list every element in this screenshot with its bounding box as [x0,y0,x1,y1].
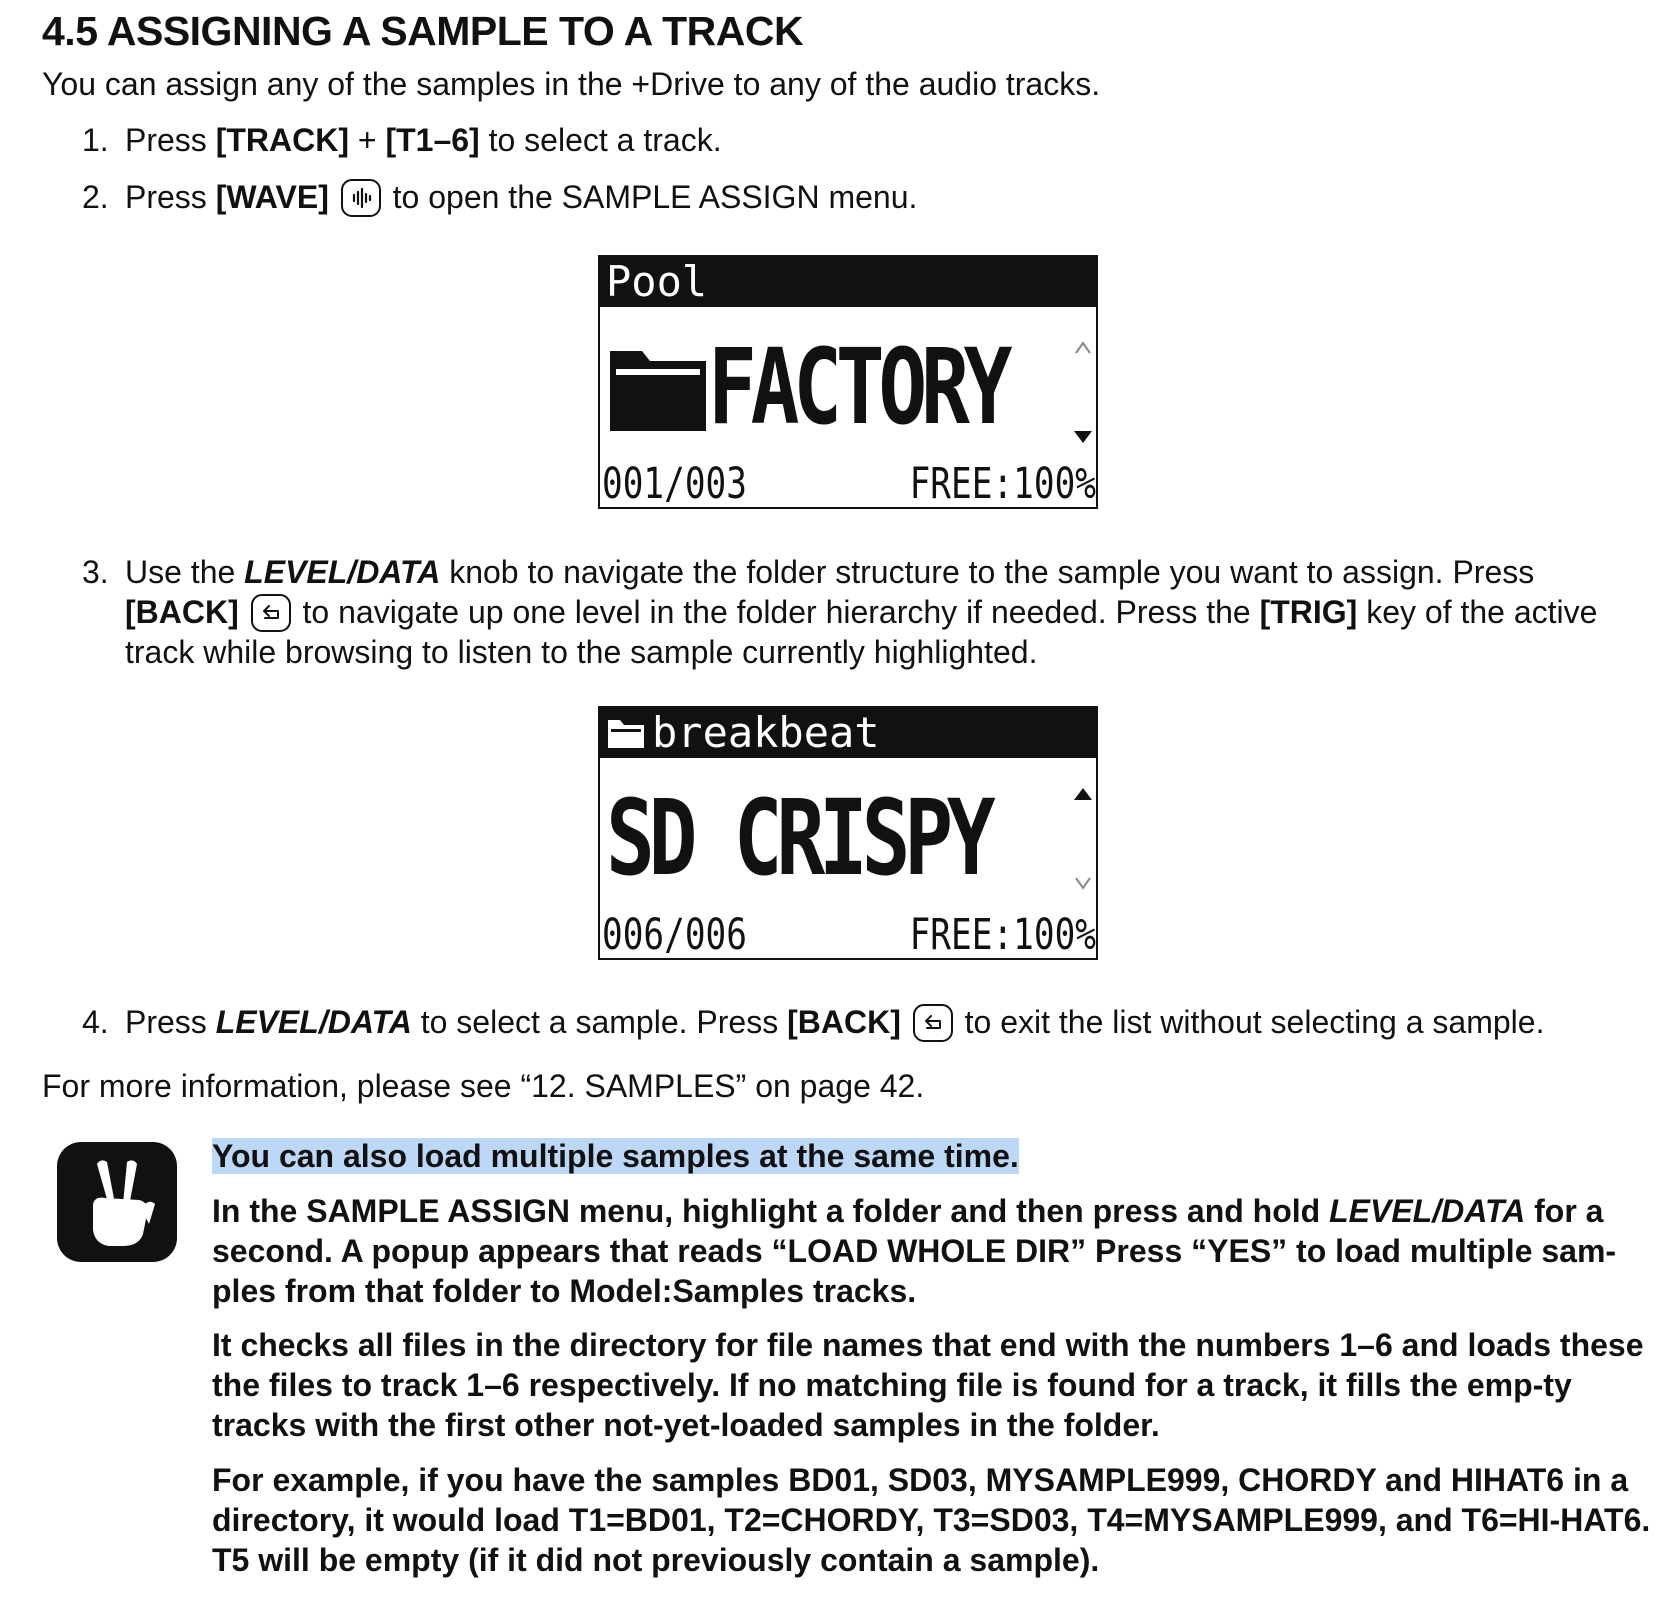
step-2 [82,177,1642,217]
step-3 [82,552,1642,672]
knob-label: LEVEL/DATA [1329,1193,1526,1229]
section-heading: 4.5 ASSIGNING A SAMPLE TO A TRACK [42,8,804,54]
tip-title: You can also load multiple samples at the same time. [212,1138,1019,1174]
key-label-wave: [WAVE] [215,179,329,215]
lcd-screen-breakbeat [598,706,1098,960]
lcd-free-space: FREE:100% [909,459,1096,509]
key-label-trig: [TRIG] [1259,594,1358,630]
knob-label: LEVEL/DATA [215,1004,412,1040]
step-number: 1. [82,122,109,158]
knob-label: LEVEL/DATA [244,554,441,590]
back-arrow-icon [251,594,291,632]
step-text: knob to navigate the folder structure to the sample you want to assign. Press [440,554,1535,590]
folder-icon [606,716,646,750]
step-1 [82,120,1642,160]
step-number: 3. [82,554,109,590]
step-text: Press [125,179,216,215]
key-label-back: [BACK] [787,1004,901,1040]
lcd-header [600,708,1096,758]
lcd-position: 001/003 [602,459,747,509]
lcd-item-name: SD CRISPY [606,777,990,899]
step-number: 4. [82,1004,109,1040]
intro-text: You can assign any of the samples in the +Drive to any of the audio tracks. [42,66,1101,102]
scroll-arrows-icon [1072,786,1094,896]
lcd-free-space: FREE:100% [909,910,1096,960]
lcd-position: 006/006 [602,910,747,960]
folder-icon [608,341,708,433]
tip-paragraph-2: It checks all files in the directory for file names that end with the numbers 1–6 and loads these the files to track 1–6 respectively. If no matching file is found for a track, it fills the emp-ty tracks with the first other not-yet-loaded samples in the folder. [212,1327,1644,1443]
key-label-back: [BACK] [125,594,239,630]
waveform-icon [341,179,381,217]
step-text: to select a sample. Press [411,1004,788,1040]
key-label-track: [TRACK] [215,122,349,158]
step-text: Use the [125,554,245,590]
step-text: Press [125,1004,216,1040]
step-text: + [348,122,386,158]
back-arrow-icon [913,1004,953,1042]
step-text: key of the active track while browsing to listen to the sample currently highlighted. [125,594,1598,670]
lcd-header-text: breakbeat [652,708,880,757]
peace-hand-icon [57,1142,177,1262]
scroll-arrows-icon [1072,335,1094,445]
step-4 [82,1002,1642,1042]
step-text: to navigate up one level in the folder hierarchy if needed. Press the [293,594,1260,630]
step-text: to open the SAMPLE ASSIGN menu. [383,179,918,215]
step-number: 2. [82,179,109,215]
lcd-screen-pool [598,255,1098,509]
more-info-text: For more information, please see “12. SAMPLES” on page 42. [42,1068,925,1104]
tip-paragraph-3: For example, if you have the samples BD01, SD03, MYSAMPLE999, CHORDY and HIHAT6 in a directory, it would load T1=BD01, T2=CHORDY, T3=SD03, T4=MYSAMPLE999, and T6=HI-HAT6. T5 will be empty (if it did not previously contain a sample). [212,1462,1651,1578]
key-label-t1-6: [T1–6] [385,122,480,158]
step-text: to select a track. [479,122,722,158]
lcd-item-name: FACTORY [708,326,1007,448]
step-text: Press [125,122,216,158]
tip-paragraph-1: In the SAMPLE ASSIGN menu, highlight a folder and then press and hold LEVEL/DATA for a second. A popup appears that reads “LOAD WHOLE DIR” Press “YES” to load multiple sam-ples from that folder to Model:Samples tracks. [212,1193,1617,1309]
step-text: to exit the list without selecting a sample. [955,1004,1545,1040]
lcd-header: Pool [600,257,1096,307]
